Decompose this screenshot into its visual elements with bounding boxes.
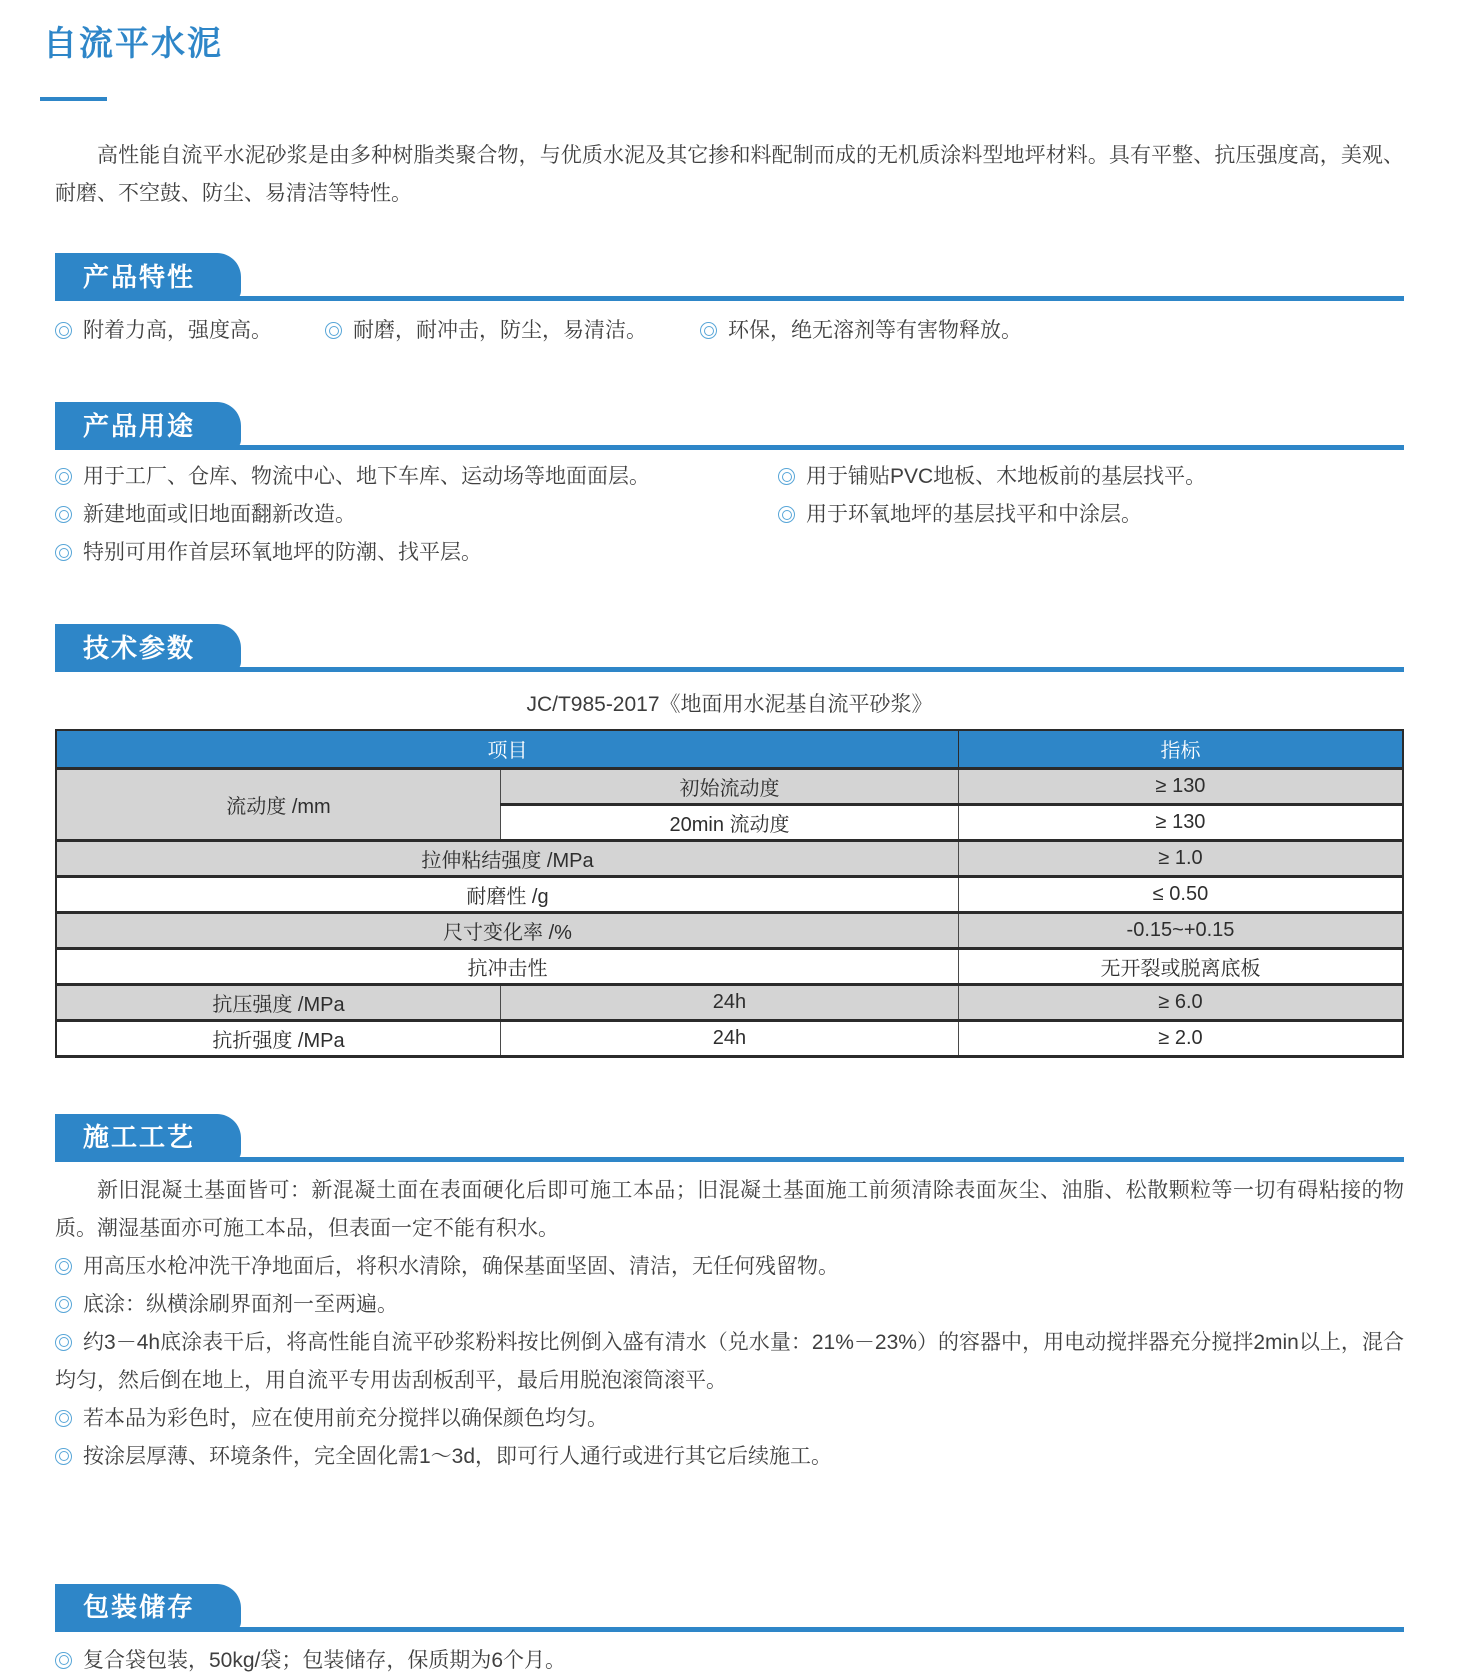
- tech-header-badge: 技术参数: [55, 624, 241, 672]
- use-item: [55, 458, 778, 496]
- process-step-label: 约3－4h底涂表干后，将高性能自流平砂浆粉料按比例倒入盛有清水（兑水量：21%－23%）的容器中，用电动搅拌器充分搅拌2min以上，混合均匀，然后倒在地上，用自流平专用齿刮板刮平，最后用脱泡滚筒滚平。: [55, 1330, 1404, 1392]
- section-uses: [55, 402, 1404, 572]
- bullseye-bullet-icon: [55, 506, 72, 523]
- process-intro: 新旧混凝土基面皆可：新混凝土面在表面硬化后即可施工本品；旧混凝土基面施工前须清除表面灰尘、油脂、松散颗粒等一切有碍粘接的物质。潮湿基面亦可施工本品，但表面一定不能有积水。: [55, 1178, 1404, 1240]
- tech-header: [55, 624, 1404, 672]
- cell-flow-sub: 20min 流动度: [501, 804, 959, 840]
- use-item-label: 用于工厂、仓库、物流中心、地下车库、运动场等地面面层。: [83, 465, 650, 488]
- tech-params-table: [55, 729, 1404, 1058]
- cell-flow-value: ≥ 130: [958, 768, 1403, 804]
- bullseye-bullet-icon: [55, 1296, 72, 1313]
- col-header-index: 指标: [958, 730, 1403, 768]
- table-header-row: [56, 730, 1403, 768]
- uses-column-right: [778, 458, 1404, 572]
- packaging-content: [55, 1642, 1404, 1680]
- use-item: [778, 458, 1404, 496]
- uses-header-rule: [55, 445, 1404, 450]
- bullseye-bullet-icon: [778, 506, 795, 523]
- process-header-rule: [55, 1157, 1404, 1162]
- feature-item-label: 环保，绝无溶剂等有害物释放。: [728, 319, 1022, 342]
- bullseye-bullet-icon: [55, 1334, 72, 1351]
- feature-item-label: 耐磨，耐冲击，防尘，易清洁。: [353, 319, 647, 342]
- features-list: [55, 312, 1404, 350]
- use-item: [55, 496, 778, 534]
- cell-value: ≥ 2.0: [958, 1020, 1403, 1056]
- table-row: [56, 912, 1403, 948]
- process-step: [55, 1324, 1404, 1400]
- cell-sub: 24h: [501, 984, 959, 1020]
- use-item-label: 特别可用作首层环氧地坪的防潮、找平层。: [83, 541, 482, 564]
- process-step-label: 用高压水枪冲洗干净地面后，将积水清除，确保基面坚固、清洁，无任何残留物。: [83, 1254, 839, 1278]
- process-header-badge: 施工工艺: [55, 1114, 241, 1162]
- table-row: [56, 840, 1403, 876]
- process-header: [55, 1114, 1404, 1162]
- cell-flow-value: ≥ 130: [958, 804, 1403, 840]
- bullseye-bullet-icon: [55, 1258, 72, 1275]
- process-content: [55, 1172, 1404, 1476]
- uses-header: [55, 402, 1404, 450]
- packaging-header-rule: [55, 1627, 1404, 1632]
- page-title: 自流平水泥: [43, 25, 223, 63]
- cell-label: 尺寸变化率 /%: [56, 912, 958, 948]
- cell-value: ≥ 6.0: [958, 984, 1403, 1020]
- bullseye-bullet-icon: [55, 468, 72, 485]
- cell-label: 抗压强度 /MPa: [56, 984, 501, 1020]
- use-item-label: 用于环氧地坪的基层找平和中涂层。: [806, 503, 1142, 526]
- process-step-label: 若本品为彩色时，应在使用前充分搅拌以确保颜色均匀。: [83, 1406, 608, 1430]
- tech-header-rule: [55, 667, 1404, 672]
- table-row: [56, 768, 1403, 804]
- cell-label: 耐磨性 /g: [56, 876, 958, 912]
- cell-flow-sub: 初始流动度: [501, 768, 959, 804]
- section-packaging: [55, 1584, 1404, 1680]
- section-tech-params: [55, 624, 1404, 1058]
- cell-sub: 24h: [501, 1020, 959, 1056]
- process-step: [55, 1248, 1404, 1286]
- process-step: [55, 1286, 1404, 1324]
- cell-value: ≤ 0.50: [958, 876, 1403, 912]
- bullseye-bullet-icon: [55, 1652, 72, 1669]
- uses-header-badge: 产品用途: [55, 402, 241, 450]
- col-header-item: 项目: [56, 730, 958, 768]
- bullseye-bullet-icon: [778, 468, 795, 485]
- use-item: [55, 534, 778, 572]
- use-item-label: 用于铺贴PVC地板、木地板前的基层找平。: [806, 465, 1207, 488]
- process-step: [55, 1438, 1404, 1476]
- table-row: [56, 948, 1403, 984]
- packaging-header-badge: 包装储存: [55, 1584, 241, 1632]
- uses-column-left: [55, 458, 778, 572]
- packaging-item-label: 复合袋包装，50kg/袋；包装储存，保质期为6个月。: [83, 1648, 567, 1672]
- cell-value: ≥ 1.0: [958, 840, 1403, 876]
- process-step: [55, 1400, 1404, 1438]
- table-row: [56, 1020, 1403, 1056]
- bullseye-bullet-icon: [325, 322, 342, 339]
- use-item: [778, 496, 1404, 534]
- section-features: [55, 253, 1404, 350]
- section-process: [55, 1114, 1404, 1476]
- bullseye-bullet-icon: [55, 322, 72, 339]
- cell-value: -0.15~+0.15: [958, 912, 1403, 948]
- table-row: [56, 876, 1403, 912]
- cell-label: 抗折强度 /MPa: [56, 1020, 501, 1056]
- bullseye-bullet-icon: [55, 1410, 72, 1427]
- feature-item-label: 附着力高，强度高。: [83, 319, 272, 342]
- features-header: [55, 253, 1404, 301]
- features-header-badge: 产品特性: [55, 253, 241, 301]
- cell-label: 抗冲击性: [56, 948, 958, 984]
- bullseye-bullet-icon: [55, 544, 72, 561]
- packaging-item: [55, 1642, 1404, 1680]
- table-row: [56, 984, 1403, 1020]
- bullseye-bullet-icon: [55, 1448, 72, 1465]
- feature-item: [55, 312, 325, 350]
- title-underline: [40, 97, 107, 101]
- use-item-label: 新建地面或旧地面翻新改造。: [83, 503, 356, 526]
- process-step-label: 按涂层厚薄、环境条件，完全固化需1～3d，即可行人通行或进行其它后续施工。: [83, 1444, 833, 1468]
- standard-caption: JC/T985-2017《地面用水泥基自流平砂浆》: [526, 693, 933, 716]
- feature-item: [325, 312, 700, 350]
- cell-label: 拉伸粘结强度 /MPa: [56, 840, 958, 876]
- feature-item: [700, 312, 1022, 350]
- uses-list: [55, 458, 1404, 572]
- cell-value: 无开裂或脱离底板: [958, 948, 1403, 984]
- process-step-label: 底涂：纵横涂刷界面剂一至两遍。: [83, 1292, 398, 1316]
- features-header-rule: [55, 296, 1404, 301]
- intro-paragraph: 高性能自流平水泥砂浆是由多种树脂类聚合物，与优质水泥及其它掺和料配制而成的无机质涂料型地坪材料。具有平整、抗压强度高，美观、耐磨、不空鼓、防尘、易清洁等特性。: [55, 144, 1404, 205]
- bullseye-bullet-icon: [700, 322, 717, 339]
- packaging-header: [55, 1584, 1404, 1632]
- cell-flow-label: 流动度 /mm: [56, 768, 501, 840]
